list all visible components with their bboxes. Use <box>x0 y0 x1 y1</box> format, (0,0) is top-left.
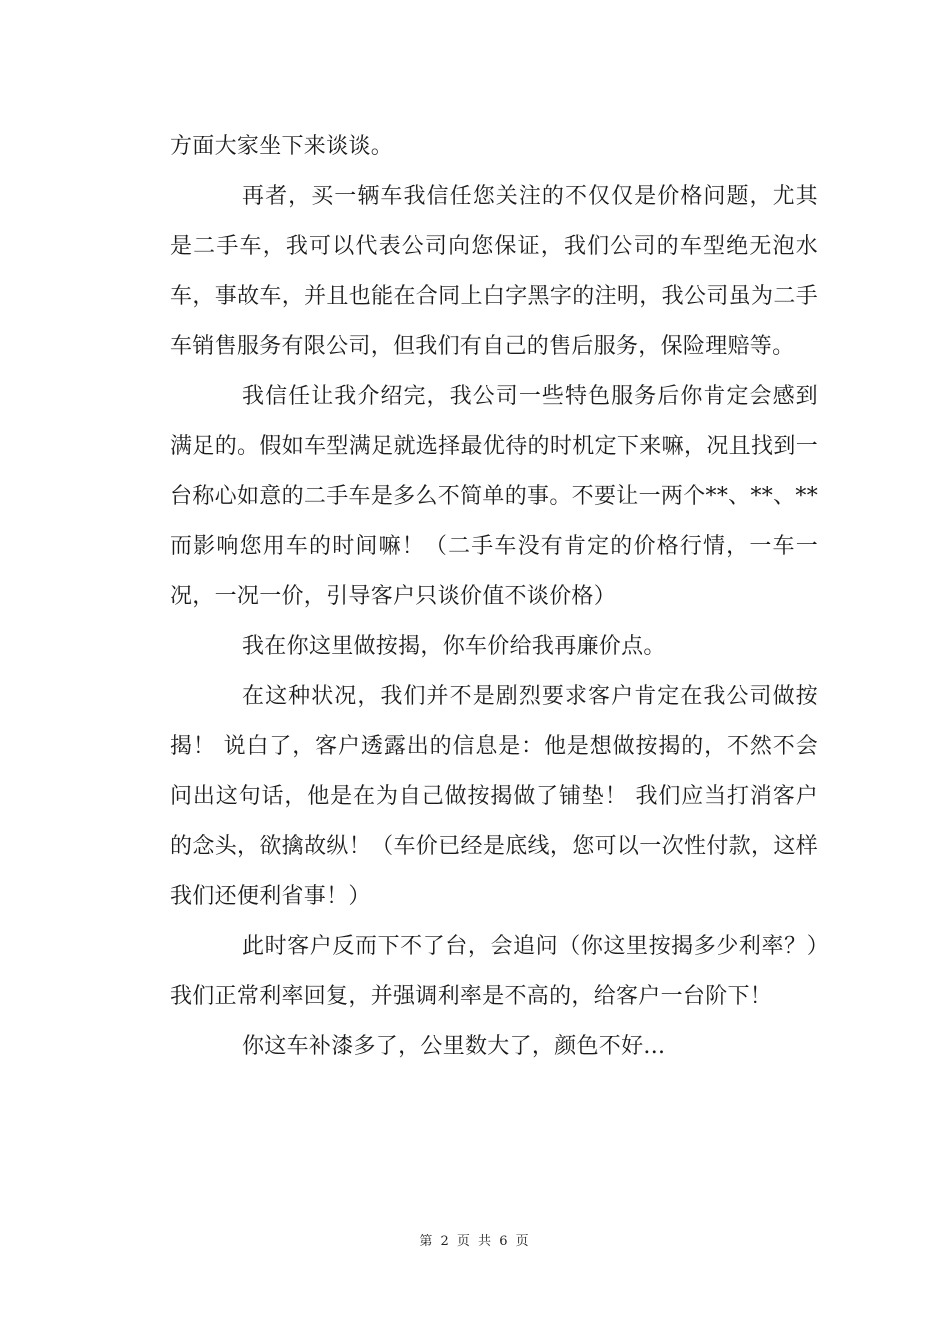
paragraph-continuation: 方面大家坐下来谈谈。 <box>170 134 394 159</box>
paragraph-customer-objection-condition: 你这车补漆多了，公里数大了，颜色不好... <box>242 1034 666 1059</box>
page-footer: 第 2 页 共 6 页 <box>419 1234 531 1249</box>
paragraph-interest-rate: 此时客户反而下不了台，会追问（你这里按揭多少利率？）我们正常利率回复，并强调利率是不高的，给客户一台阶下！ <box>170 934 818 1009</box>
document-body <box>170 122 818 1072</box>
paragraph-special-services: 我信任让我介绍完，我公司一些特色服务后你肯定会感到满足的。假如车型满足就选择最优待的时机定下来嘛，况且找到一台称心如意的二手车是多么不简单的事。不要让一两个**、**、**而影响您用车的时间嘛！（二手车没有肯定的价格行情，一车一况，一况一价，引导客户只谈价值不谈价格） <box>170 384 818 609</box>
paragraph-quality-guarantee: 再者，买一辆车我信任您关注的不仅仅是价格问题，尤其是二手车，我可以代表公司向您保证，我们公司的车型绝无泡水车，事故车，并且也能在合同上白字黑字的注明，我公司虽为二手车销售服务有限公司，但我们有自己的售后服务，保险理赔等。 <box>170 184 818 359</box>
paragraph-customer-objection-loan: 我在你这里做按揭，你车价给我再廉价点。 <box>242 634 666 659</box>
paragraph-loan-response: 在这种状况，我们并不是剧烈要求客户肯定在我公司做按揭！ 说白了，客户透露出的信息是：他是想做按揭的，不然不会问出这句话，他是在为自己做按揭做了铺垫！ 我们应当打消客户的念头，欲擒故纵！（车价已经是底线，您可以一次性付款，这样我们还便利省事！） <box>170 684 818 909</box>
